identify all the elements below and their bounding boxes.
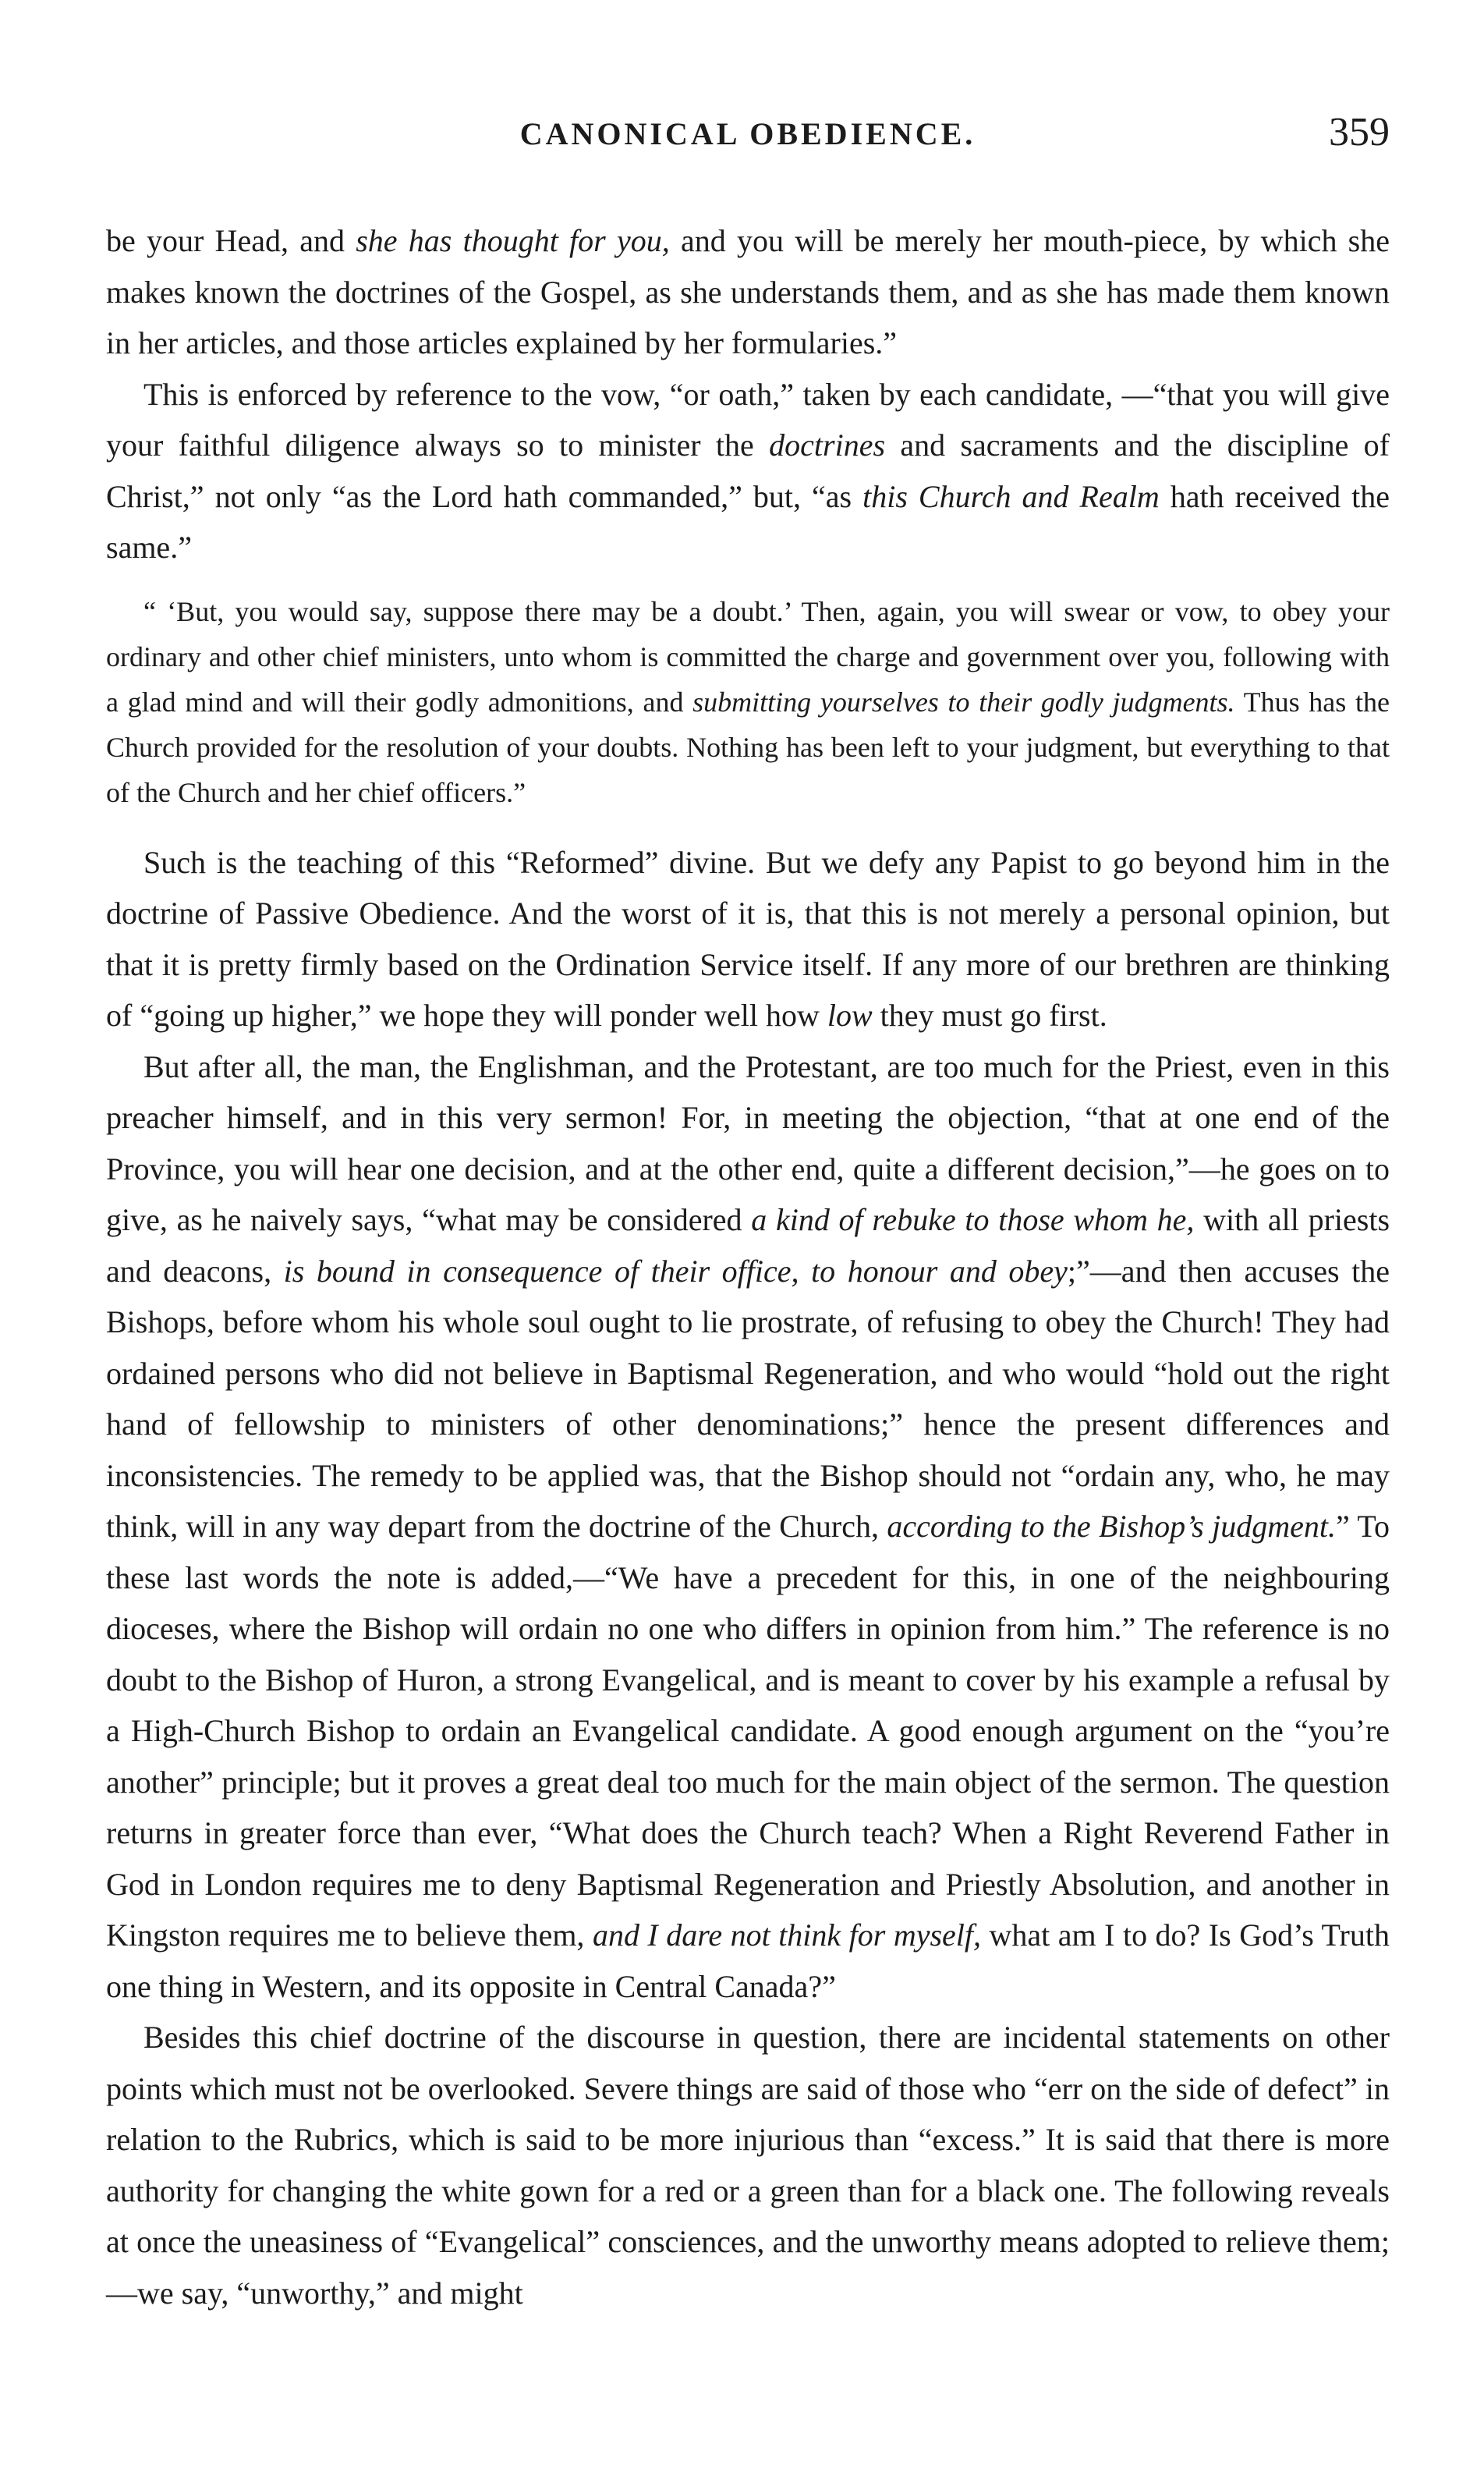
block-quote-paragraph: [106, 589, 1390, 815]
running-title: CANONICAL OBEDIENCE.: [519, 116, 976, 151]
text-segment: they must go first.: [872, 998, 1107, 1033]
text-segment: be your Head, and: [106, 223, 356, 258]
text-segment: This is enforced by reference to the vow, “or oath,” taken by each candidate, —“that you will give your faithful diligence always so to minister the: [106, 376, 1390, 463]
italic-text-segment: according to the Bishop’s judgment.: [887, 1509, 1336, 1544]
body-paragraph: [106, 1041, 1390, 2013]
page-number: 359: [1329, 110, 1390, 154]
text-segment: Besides this chief doctrine of the discourse in question, there are incidental statements on other points which must not be overlooked. Severe things are said of those who “err on the side of defect” in relation to the Rubrics, which is said to be more injurious than “excess.” It is said that there is more authority for changing the white gown for a red or a green than for a black one. The following reveals at once the uneasiness of “Evangelical” consciences, and the unworthy means adopted to relieve them;—we say, “unworthy,” and might: [106, 2020, 1390, 2311]
running-head: [106, 110, 1390, 170]
text-segment: and sacraments and the discipline of Christ,” not only “as the Lord hath commanded,” but, “as: [106, 427, 1390, 514]
text-segment: “ ‘But, you would say, suppose there may be a doubt.’ Then, again, you will swear or vow, to obey your ordinary and other chief ministers, unto whom is committed the charge and government over you, following with a glad mind and will their godly admonitions, and: [106, 595, 1390, 718]
body-paragraph: [106, 215, 1390, 369]
text-segment: Thus has the Church provided for the resolution of your doubts. Nothing has been left to your judgment, but everything to that of the Church and her chief officers.”: [106, 686, 1390, 808]
italic-text-segment: submitting yourselves to their godly judgments.: [692, 686, 1235, 718]
text-segment: what am I to do? Is God’s Truth one thing in Western, and its opposite in Central Canada?”: [106, 1917, 1390, 2004]
italic-text-segment: this Church and Realm: [862, 478, 1160, 514]
text-body: [106, 215, 1390, 2318]
italic-text-segment: is bound in consequence of their office, to honour and obey: [283, 1253, 1068, 1289]
body-paragraph: [106, 837, 1390, 1041]
italic-text-segment: and I dare not think for myself,: [592, 1917, 982, 1953]
body-paragraph: [106, 2012, 1390, 2318]
italic-text-segment: she has thought for you,: [356, 223, 670, 258]
text-segment: with all priests and deacons,: [106, 1202, 1390, 1289]
italic-text-segment: low: [827, 998, 873, 1033]
text-segment: But after all, the man, the Englishman, and the Protestant, are too much for the Priest, even in this preacher himself, and in this very sermon! For, in meeting the objection, “that at one end of the Province, you will hear one decision, and at the other end, quite a different decision,”—he goes on to give, as he naively says, “what may be considered: [106, 1048, 1390, 1237]
text-segment: and you will be merely her mouth-piece, by which she makes known the doctrines of the Gospel, as she understands them, and as she has made them known in her articles, and those articles explained by her formularies.”: [106, 223, 1390, 360]
italic-text-segment: a kind of rebuke to those whom he,: [751, 1202, 1195, 1237]
body-paragraph: [106, 369, 1390, 573]
text-segment: ;”—and then accuses the Bishops, before whom his whole soul ought to lie prostrate, of refusing to obey the Church! They had ordained persons who did not believe in Baptismal Regeneration, and who would “hold out the right hand of fellowship to ministers of other denominations;” hence the present differences and inconsistencies. The remedy to be applied was, that the Bishop should not “ordain any, who, he may think, will in any way depart from the doctrine of the Church,: [106, 1253, 1390, 1544]
text-segment: ” To these last words the note is added,—“We have a precedent for this, in one of the neighbouring dioceses, where the Bishop will ordain no one who differs in opinion from him.” The reference is no doubt to the Bishop of Huron, a strong Evangelical, and is meant to cover by his example a refusal by a High-Church Bishop to ordain an Evangelical candidate. A good enough argument on the “you’re another” principle; but it proves a great deal too much for the main object of the sermon. The question returns in greater force than ever, “What does the Church teach? When a Right Reverend Father in God in London requires me to deny Baptismal Regeneration and Priestly Absolution, and another in Kingston requires me to believe them,: [106, 1509, 1390, 1953]
text-segment: Such is the teaching of this “Reformed” divine. But we defy any Papist to go beyond him in the doctrine of Passive Obedience. And the worst of it is, that this is not merely a personal opinion, but that it is pretty firmly based on the Ordination Service itself. If any more of our brethren are thinking of “going up higher,” we hope they will ponder well how: [106, 844, 1390, 1033]
text-segment: hath received the same.”: [106, 478, 1390, 565]
italic-text-segment: doctrines: [769, 427, 886, 463]
book-page: [106, 110, 1390, 2318]
